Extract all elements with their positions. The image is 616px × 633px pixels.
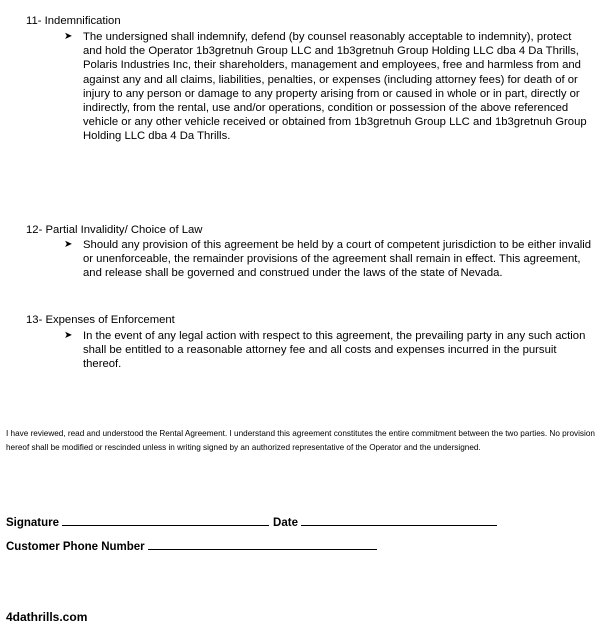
section-heading: 13- Expenses of Enforcement [26,314,175,326]
section-heading: 12- Partial Invalidity/ Choice of Law [26,224,203,236]
phone-field[interactable] [148,549,377,550]
signature-field[interactable] [62,525,269,526]
section-heading: 11- Indemnification [26,15,121,27]
footer-website: 4dathrills.com [6,610,88,624]
arrowhead-bullet-icon: ➤ [64,239,73,250]
signature-label: Signature [6,517,60,529]
phone-label: Customer Phone Number [6,541,145,553]
signature-row [6,517,501,529]
arrowhead-bullet-icon: ➤ [64,330,73,341]
date-label: Date [273,517,298,529]
section-body: Should any provision of this agreement be held by a court of competent jurisdiction to be either invalid or unenforceable, the remainder provisions of the agreement shall remain in effect. This agreement, and release shall be governed and construed under the laws of the state of Nevada. [83,239,592,280]
acknowledgement-paragraph: I have reviewed, read and understood the Rental Agreement. I understand this agreement constitutes the entire commitment between the two parties. No provision hereof shall be modified or rescinded unless in writing signed by an authorized representative of the Operator and the undersigned. [6,429,595,452]
section-body: In the event of any legal action with respect to this agreement, the prevailing party in any such action shall be entitled to a reasonable attorney fee and all costs and expenses incurred in the pursuit thereof. [83,330,586,371]
date-field[interactable] [301,525,497,526]
arrowhead-bullet-icon: ➤ [64,31,73,42]
section-body: The undersigned shall indemnify, defend (by counsel reasonably acceptable to indemnity), protect and hold the Operator 1b3gretnuh Group LLC and 1b3gretnuh Group Holding LLC dba 4 Da Thrills, Polaris Industries Inc, their shareholders, management and employees, free and harmless from and against any and all claims, liabilities, penalties, or expenses (including attorney fees) for death of or injury to any person or damage to any property arising from or caused in whole or in part, directly or indirectly, from the rental, use and/or operations, condition or possession of the above referenced vehicle or any other vehicle received or obtained from 1b3gretnuh Group LLC and 1b3gretnuh Group Holding LLC dba 4 Da Thrills. [83,31,587,143]
phone-row [6,541,381,553]
